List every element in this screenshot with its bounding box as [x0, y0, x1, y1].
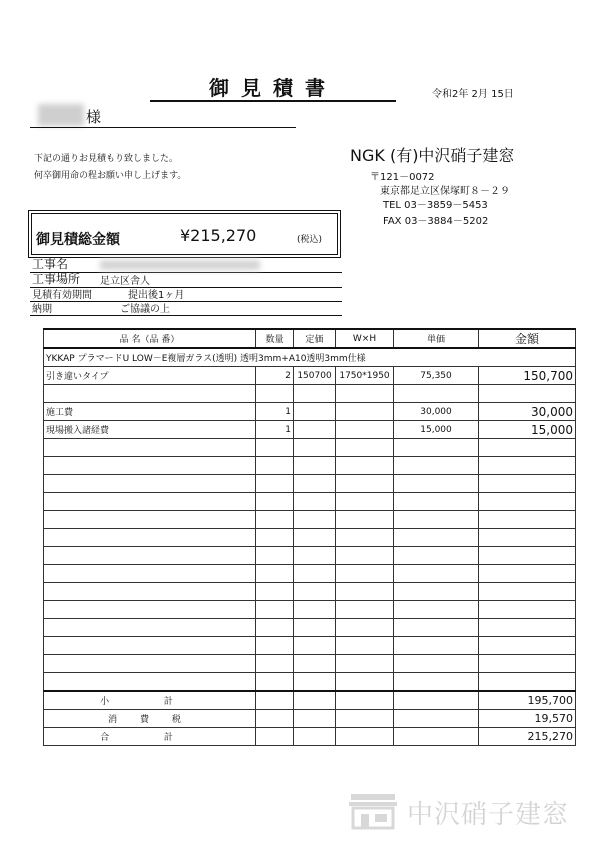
info-row-delivery [30, 301, 342, 316]
validity-value: 提出後1ヶ月 [128, 290, 185, 301]
header-item-name: 品 名（品 番） [44, 329, 256, 348]
company-watermark [345, 788, 585, 832]
subtotal-value: 195,700 [479, 691, 576, 710]
delivery-value: ご協議の上 [120, 304, 170, 315]
grand-total-row [44, 728, 576, 746]
tax-value: 19,570 [479, 710, 576, 728]
product-description: YKKAP プラマードU LOW－E複層ガラス(透明) 透明3mm+A10透明3mm仕様 [44, 348, 576, 367]
customer-honorific: 様 [86, 108, 102, 126]
item-qty: 1 [256, 403, 294, 421]
table-row [44, 673, 576, 692]
table-row [44, 367, 576, 385]
tax-label: 消 費 税 [44, 710, 256, 728]
document-title: 御見積書 [150, 76, 396, 102]
table-row [44, 655, 576, 673]
item-qty: 2 [256, 367, 294, 385]
item-name: 施工費 [44, 403, 256, 421]
company-fax: FAX 03－3884－5202 [383, 216, 489, 227]
item-name: 現場搬入諸経費 [44, 421, 256, 439]
greeting-line-1: 下記の通りお見積もり致しました。 [34, 154, 179, 164]
shop-icon [345, 788, 401, 832]
table-header-row [44, 329, 576, 348]
project-name-label: 工事名 [32, 257, 69, 271]
subtotal-label: 小 計 [44, 691, 256, 710]
table-row [44, 601, 576, 619]
tax-row [44, 710, 576, 728]
item-name: 引き違いタイプ [44, 367, 256, 385]
item-qty: 1 [256, 421, 294, 439]
header-list-price: 定価 [294, 329, 336, 348]
item-amount: 150,700 [479, 367, 576, 385]
table-row [44, 475, 576, 493]
header-size: W×H [336, 329, 394, 348]
customer-name-redacted [38, 104, 84, 126]
company-tel: TEL 03－3859－5453 [383, 200, 488, 211]
table-row [44, 583, 576, 601]
watermark-text: 中沢硝子建窓 [407, 800, 570, 830]
grand-total-value: 215,270 [479, 728, 576, 746]
greeting-line-2: 何卒御用命の程お願い申し上げます。 [34, 171, 187, 181]
table-row [44, 493, 576, 511]
total-amount-label: 御見積総金額 [36, 232, 120, 248]
total-amount-value: ¥215,270 [180, 226, 257, 245]
item-list-price: 150700 [294, 367, 336, 385]
subtotal-row [44, 691, 576, 710]
table-row-description [44, 348, 576, 367]
company-name: NGK (有)中沢硝子建窓 [350, 146, 515, 165]
table-row [44, 385, 576, 403]
item-amount: 30,000 [479, 403, 576, 421]
item-unit-price: 15,000 [394, 421, 479, 439]
table-row [44, 529, 576, 547]
table-row [44, 457, 576, 475]
site-value: 足立区舎人 [100, 276, 150, 287]
item-unit-price: 75,350 [394, 367, 479, 385]
total-tax-note: (税込) [297, 235, 323, 245]
table-row [44, 547, 576, 565]
customer-underline [30, 127, 296, 128]
items-table [43, 328, 576, 746]
table-row [44, 403, 576, 421]
project-name-redacted [100, 260, 260, 270]
table-row [44, 565, 576, 583]
document-date: 令和2年 2月 15日 [432, 89, 514, 100]
delivery-label: 納期 [32, 304, 52, 315]
item-size: 1750*1950 [336, 367, 394, 385]
company-postal: 〒121－0072 [370, 172, 435, 183]
header-qty: 数量 [256, 329, 294, 348]
table-row [44, 637, 576, 655]
site-label: 工事場所 [32, 272, 81, 286]
table-row [44, 619, 576, 637]
header-amount: 金額 [479, 329, 576, 348]
item-amount: 15,000 [479, 421, 576, 439]
validity-label: 見積有効期間 [32, 290, 92, 301]
table-row [44, 421, 576, 439]
info-row-validity [30, 287, 342, 302]
table-row [44, 511, 576, 529]
item-unit-price: 30,000 [394, 403, 479, 421]
header-unit-price: 単価 [394, 329, 479, 348]
grand-total-label: 合 計 [44, 728, 256, 746]
table-row [44, 439, 576, 457]
company-address: 東京都足立区保塚町８－２９ [380, 186, 510, 197]
